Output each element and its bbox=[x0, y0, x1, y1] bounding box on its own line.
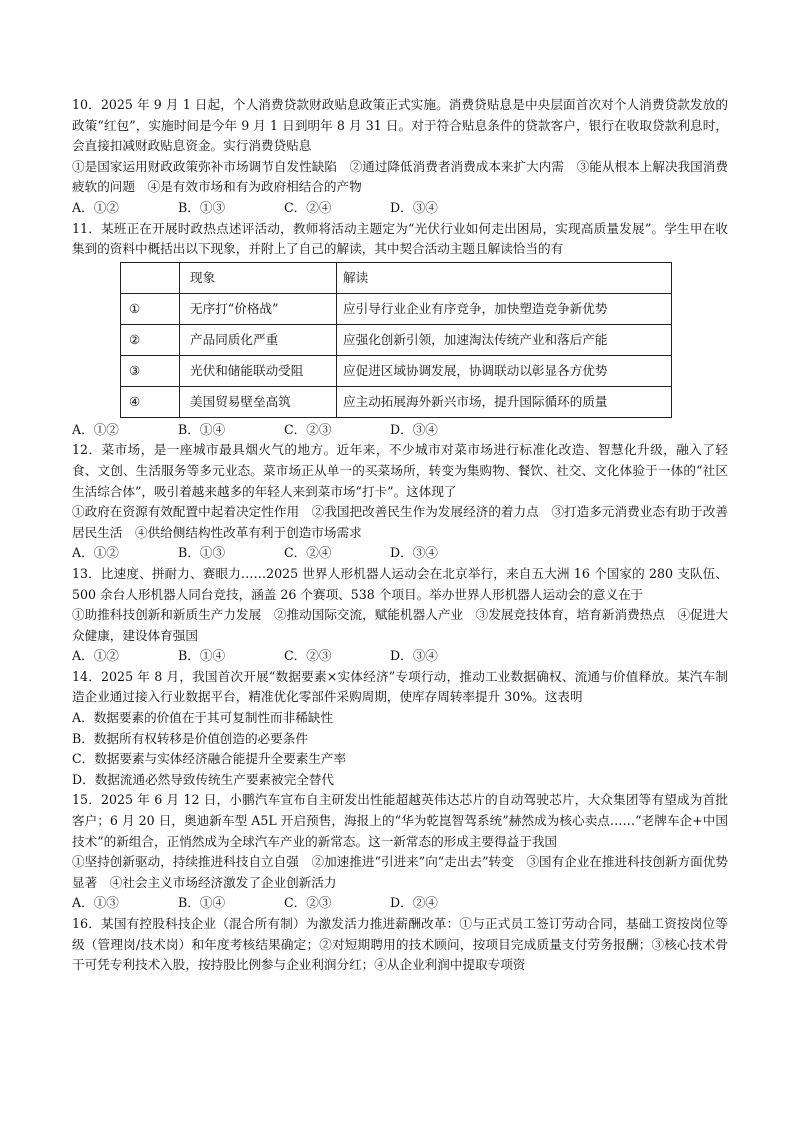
question-12-options bbox=[72, 543, 728, 564]
table-cell-interpretation: 应引导行业企业有序竞争，加快塑造竞争新优势 bbox=[337, 293, 672, 324]
option-b[interactable]: B．①④ bbox=[178, 421, 226, 437]
exam-page bbox=[72, 95, 728, 976]
option-c[interactable]: C．②③ bbox=[284, 895, 332, 911]
option-a[interactable]: A．①② bbox=[72, 199, 119, 215]
question-10-options bbox=[72, 198, 728, 219]
option-a[interactable]: A．①② bbox=[72, 545, 119, 561]
question-15-statements: ①坚持创新驱动，持续推进科技自立自强 ②加速推进“引进来”向“走出去”转变 ③国有企业在推进科技创新方面优势显著 ④社会主义市场经济激发了企业创新活力 bbox=[72, 854, 728, 890]
option-d[interactable]: D．③④ bbox=[390, 199, 438, 215]
table-header-cell: 解读 bbox=[337, 262, 672, 293]
table-cell-number: ④ bbox=[121, 386, 180, 417]
option-b[interactable]: B．①③ bbox=[178, 545, 226, 561]
question-10-statements: ①是国家运用财政政策弥补市场调节自发性缺陷 ②通过降低消费者消费成本来扩大内需 ③能从根本上解决我国消费疲软的问题 ④是有效市场和有为政府相结合的产物 bbox=[72, 158, 728, 195]
question-16-stem: 16．某国有控股科技企业（混合所有制）为激发活力推进薪酬改革：①与正式员工签订劳动合同，基础工资按岗位等级（管理岗/技术岗）和年度考核结果确定；②对短期聘用的技术顾问，按项目完成质量支付劳务报酬；③核心技术骨干可凭专利技术入股，按持股比例参与企业利润分红；④从企业利润中提取专项资 bbox=[72, 916, 728, 973]
option-b[interactable]: B．①③ bbox=[178, 199, 226, 215]
option-a[interactable]: A．①② bbox=[72, 648, 119, 664]
question-10-stem: 10．2025 年 9 月 1 日起，个人消费贷款财政贴息政策正式实施。消费贷贴息是中央层面首次对个人消费贷款发放的政策“红包”，实施时间是今年 9 月 1 日到明年 8 月 31 日。对于符合贴息条件的贷款客户，银行在收取贷款利息时，会直接扣减财政贴息资金。实行消费贷贴息 bbox=[72, 97, 728, 154]
table-cell-phenomenon: 无序打“价格战” bbox=[180, 293, 337, 324]
question-13-statements: ①助推科技创新和新质生产力发展 ②推动国际交流，赋能机器人产业 ③发展竞技体育，培育新消费热点 ④促进大众健康，建设体育强国 bbox=[72, 607, 728, 643]
question-14-choice-a[interactable]: A．数据要素的价值在于其可复制性而非稀缺性 bbox=[72, 710, 333, 726]
question-11-stem: 11．某班正在开展时政热点述评活动，教师将活动主题定为“光伏行业如何走出困局，实现高质量发展”。学生甲在收集到的资料中概括出以下现象，并附上了自己的解读，其中契合活动主题且解读恰当的有 bbox=[72, 220, 728, 257]
table-row bbox=[121, 324, 672, 355]
option-c[interactable]: C．②④ bbox=[284, 199, 332, 215]
table-row bbox=[121, 355, 672, 386]
table-cell-interpretation: 应主动拓展海外新兴市场，提升国际循环的质量 bbox=[337, 386, 672, 417]
question-14-choice-d[interactable]: D．数据流通必然导致传统生产要素被完全替代 bbox=[72, 771, 334, 787]
table-header-cell bbox=[121, 262, 180, 293]
question-14-choice-c[interactable]: C．数据要素与实体经济融合能提升全要素生产率 bbox=[72, 751, 347, 767]
option-c[interactable]: C．②③ bbox=[284, 648, 332, 664]
question-12-statements: ①政府在资源有效配置中起着决定性作用 ②我国把改善民生作为发展经济的着力点 ③打造多元消费业态有助于改善居民生活 ④供给侧结构性改革有利于创造市场需求 bbox=[72, 504, 728, 540]
table-cell-phenomenon: 产品同质化严重 bbox=[180, 324, 337, 355]
option-a[interactable]: A．①③ bbox=[72, 895, 119, 911]
option-d[interactable]: D．③④ bbox=[390, 545, 438, 561]
table-header-cell: 现象 bbox=[180, 262, 337, 293]
question-14-stem: 14．2025 年 8 月，我国首次开展“数据要素×实体经济”专项行动，推动工业数据确权、流通与价值释放。某汽车制造企业通过接入行业数据平台，精准优化零部件采购周期，使库存周转率提升 30%。这表明 bbox=[72, 668, 728, 705]
table-header-row bbox=[121, 262, 672, 293]
table-cell-phenomenon: 光伏和储能联动受阻 bbox=[180, 355, 337, 386]
question-11-table bbox=[120, 262, 672, 418]
question-13-stem: 13．比速度、拼耐力、赛眼力……2025 世界人形机器人运动会在北京举行，来自五大洲 16 个国家的 280 支队伍、500 余台人形机器人同台竞技，涵盖 26 个赛项、538 个项目。举办世界人形机器人运动会的意义在于 bbox=[72, 565, 728, 602]
option-c[interactable]: C．②④ bbox=[284, 545, 332, 561]
table-cell-number: ② bbox=[121, 324, 180, 355]
option-c[interactable]: C．②③ bbox=[284, 421, 332, 437]
question-14-choice-b[interactable]: B．数据所有权转移是价值创造的必要条件 bbox=[72, 730, 308, 746]
table-row bbox=[121, 386, 672, 417]
option-d[interactable]: D．③④ bbox=[390, 421, 438, 437]
question-11-options bbox=[72, 420, 728, 441]
option-d[interactable]: D．③④ bbox=[390, 648, 438, 664]
option-a[interactable]: A．①② bbox=[72, 421, 119, 437]
question-12-stem: 12．菜市场，是一座城市最具烟火气的地方。近年来，不少城市对菜市场进行标准化改造、智慧化升级，融入了轻食、文创、生活服务等多元业态。菜市场正从单一的买菜场所，转变为集购物、餐饮、社交、文化体验于一体的“社区生活综合体”，吸引着越来越多的年轻人来到菜市场“打卡”。这体现了 bbox=[72, 442, 728, 499]
table-cell-number: ③ bbox=[121, 355, 180, 386]
table-cell-interpretation: 应强化创新引领，加速淘汰传统产业和落后产能 bbox=[337, 324, 672, 355]
table-cell-number: ① bbox=[121, 293, 180, 324]
question-15-options bbox=[72, 893, 728, 914]
option-b[interactable]: B．①④ bbox=[178, 895, 226, 911]
question-13-options bbox=[72, 646, 728, 667]
question-15-stem: 15．2025 年 6 月 12 日，小鹏汽车宣布自主研发出性能超越英伟达芯片的自动驾驶芯片，大众集团等有望成为首批客户；6 月 20 日，奥迪新车型 A5L 开启预售，海报上的“华为乾崑智驾系统”赫然成为核心卖点……“老牌车企+中国技术”的新组合，正悄然成为全球汽车产业的新常态。这一新常态的形成主要得益于我国 bbox=[72, 792, 728, 849]
table-cell-phenomenon: 美国贸易壁垒高筑 bbox=[180, 386, 337, 417]
table-cell-interpretation: 应促进区域协调发展，协调联动以彰显各方优势 bbox=[337, 355, 672, 386]
option-d[interactable]: D．②④ bbox=[390, 895, 438, 911]
option-b[interactable]: B．①④ bbox=[178, 648, 226, 664]
table-row bbox=[121, 293, 672, 324]
